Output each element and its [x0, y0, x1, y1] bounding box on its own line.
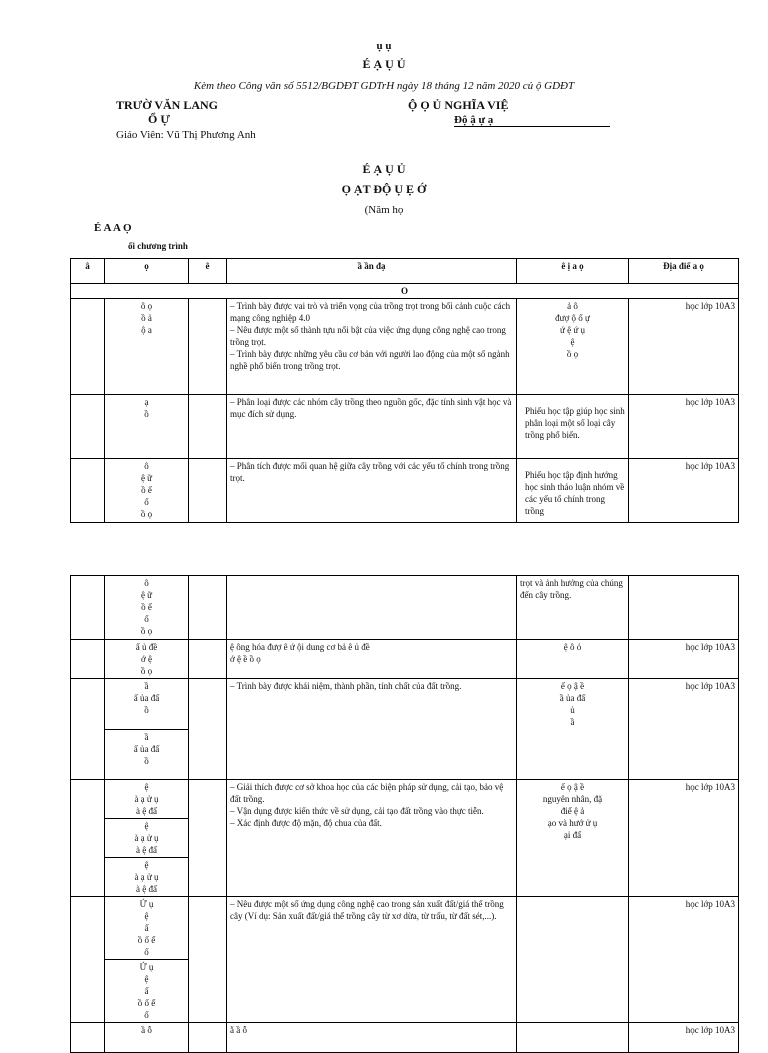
school-year: (Năm họ — [364, 204, 404, 216]
table-row — [71, 897, 739, 960]
equipment-cell: ệ ô ó — [517, 640, 629, 679]
table-row — [71, 576, 739, 640]
lesson-plan-table-page1 — [70, 258, 739, 523]
table-row — [71, 780, 739, 819]
lesson-name: ô ệ ữ ồ ế ố ồ ọ — [105, 459, 189, 523]
requirements-cell: – Nêu được một số ứng dụng công nghệ cao trong sản xuất đất/giá thể trồng cây (Ví dụ: Sản xuất đất/giá thể trồng cây từ xơ dừa, từ trấu, từ đất sét,...). — [227, 897, 517, 1023]
equipment-cell: trọt và ảnh hưởng của chúng đến cây trồng. — [517, 576, 629, 640]
lesson-name: ạ ồ — [105, 395, 189, 459]
department-name: Ổ Ự — [148, 112, 170, 126]
header-col-lesson: ọ — [105, 259, 189, 284]
teacher-name: Giáo Viên: Vũ Thị Phương Anh — [116, 129, 256, 141]
location-cell: học lớp 10A3 — [629, 640, 739, 679]
lesson-name: ầ ấ ủa đấ ồ — [105, 730, 189, 780]
equipment-cell: ả ô đượ ộ ố ự ứ ệ ứ ụ ệ ồ ọ — [517, 299, 629, 395]
national-motto: Ộ Ọ Ủ NGHĨA VIỆ — [408, 98, 509, 112]
group-title-row — [71, 284, 739, 299]
requirements-cell: ệ ông hóa đượ ê ứ ội dung cơ bả ê ủ đề ớ ệ ề ồ ọ — [227, 640, 517, 679]
plan-title-1: É Ạ Ụ Ủ — [362, 162, 406, 176]
header-col-periods: ê — [189, 259, 227, 284]
table-row — [71, 395, 739, 459]
lesson-name: ầ ấ ủa đấ ồ — [105, 679, 189, 730]
lesson-name: Ứ ụ ệ ấ ồ ố ể ố — [105, 897, 189, 960]
lesson-name: ô ọ ồ ả ộ a — [105, 299, 189, 395]
location-cell: học lớp 10A3 — [629, 459, 739, 523]
lesson-name: ệ à ạ ử ụ à ệ đấ — [105, 858, 189, 897]
lesson-name: Ứ ụ ệ ấ ồ ố ể ố — [105, 960, 189, 1023]
location-cell: học lớp 10A3 — [629, 897, 739, 1023]
section-subtitle: ối chương trình — [128, 241, 188, 251]
header-col-requirements: ầ ần đạ — [227, 259, 517, 284]
header-col-equipment: ê ị a ọ — [517, 259, 629, 284]
doc-header-line2: É Ạ Ụ Ủ — [362, 57, 406, 71]
requirements-cell: – Phân loại được các nhóm cây trồng theo nguồn gốc, đặc tính sinh vật học và mục đích sử dụng. — [227, 395, 517, 459]
school-name: TRƯỜ VĂN LANG — [116, 98, 219, 112]
requirements-cell: – Trình bày được vai trò và triển vọng của trồng trọt trong bối cảnh cuộc cách mạng công nghiệp 4.0 – Nêu được một số thành tựu nổi bật của việc ứng dụng công nghệ cao trong trồng trọt. – Trình bày được những yêu cầu cơ bản với người lao động của một số ngành nghề phổ biến trong trồng trọt. — [227, 299, 517, 395]
location-cell: học lớp 10A3 — [629, 780, 739, 897]
location-cell: học lớp 10A3 — [629, 679, 739, 780]
requirements-cell: – Trình bày được khái niệm, thành phần, tính chất của đất trồng. — [227, 679, 517, 780]
table-row — [71, 459, 739, 523]
lesson-name: ầ ỗ — [105, 1023, 189, 1053]
header-col-week: â — [71, 259, 105, 284]
table-row — [71, 1023, 739, 1053]
location-cell: học lớp 10A3 — [629, 1023, 739, 1053]
group-title: O — [71, 284, 739, 299]
header-col-location: Địa điể a ọ — [629, 259, 739, 284]
plan-title-2: Ọ ẠT ĐỘ Ụ Ẹ Ớ — [341, 182, 427, 196]
equipment-cell: Phiếu học tập giúp học sinh phân loại một số loại cây trồng phổ biến. — [517, 395, 629, 459]
lesson-name: ệ à ạ ử ụ à ệ đấ — [105, 780, 189, 819]
table-row — [71, 640, 739, 679]
location-cell: học lớp 10A3 — [629, 395, 739, 459]
lesson-name: ô ệ ữ ồ ế ố ồ ọ — [105, 576, 189, 640]
requirements-cell: – Phân tích được mối quan hệ giữa cây trồng với các yếu tố chính trong trồng trọt. — [227, 459, 517, 523]
lesson-name: ệ à ạ ử ụ à ệ đấ — [105, 819, 189, 858]
lesson-plan-table-page2 — [70, 575, 739, 1053]
table-header-row — [71, 259, 739, 284]
table-row — [71, 299, 739, 395]
equipment-cell: ế ọ ậ ề nguyên nhân, đặ điể ệ ả ạo và hướ ử ụ ại đấ — [517, 780, 629, 897]
location-cell: học lớp 10A3 — [629, 299, 739, 395]
equipment-cell: Phiếu học tập định hướng học sinh thảo luận nhóm về các yếu tố chính trong trồng — [517, 459, 629, 523]
requirements-cell: ằ ầ ỗ — [227, 1023, 517, 1053]
doc-header-line1: ụ ụ — [376, 40, 392, 52]
requirements-cell: – Giải thích được cơ sở khoa học của các biện pháp sử dụng, cải tạo, bảo vệ đất trồng. – Vận dụng được kiến thức về sử dụng, cải tạo đất trồng vào thực tiễn. – Xác định được độ mặn, độ chua của đất. — [227, 780, 517, 897]
doc-header-reference: Kèm theo Công văn số 5512/BGDĐT GDTrH ngày 18 tháng 12 năm 2020 củ ộ GDĐT — [193, 80, 575, 92]
motto-sub: Độ ậ ự ạ — [454, 114, 610, 127]
lesson-name: ẩ ủ đề ớ ệ ồ ọ — [105, 640, 189, 679]
section-title: É A A Ọ — [94, 222, 132, 234]
table-row — [71, 679, 739, 730]
equipment-cell: ế ọ ậ ề ầ ủa đấ ủ ầ — [517, 679, 629, 780]
